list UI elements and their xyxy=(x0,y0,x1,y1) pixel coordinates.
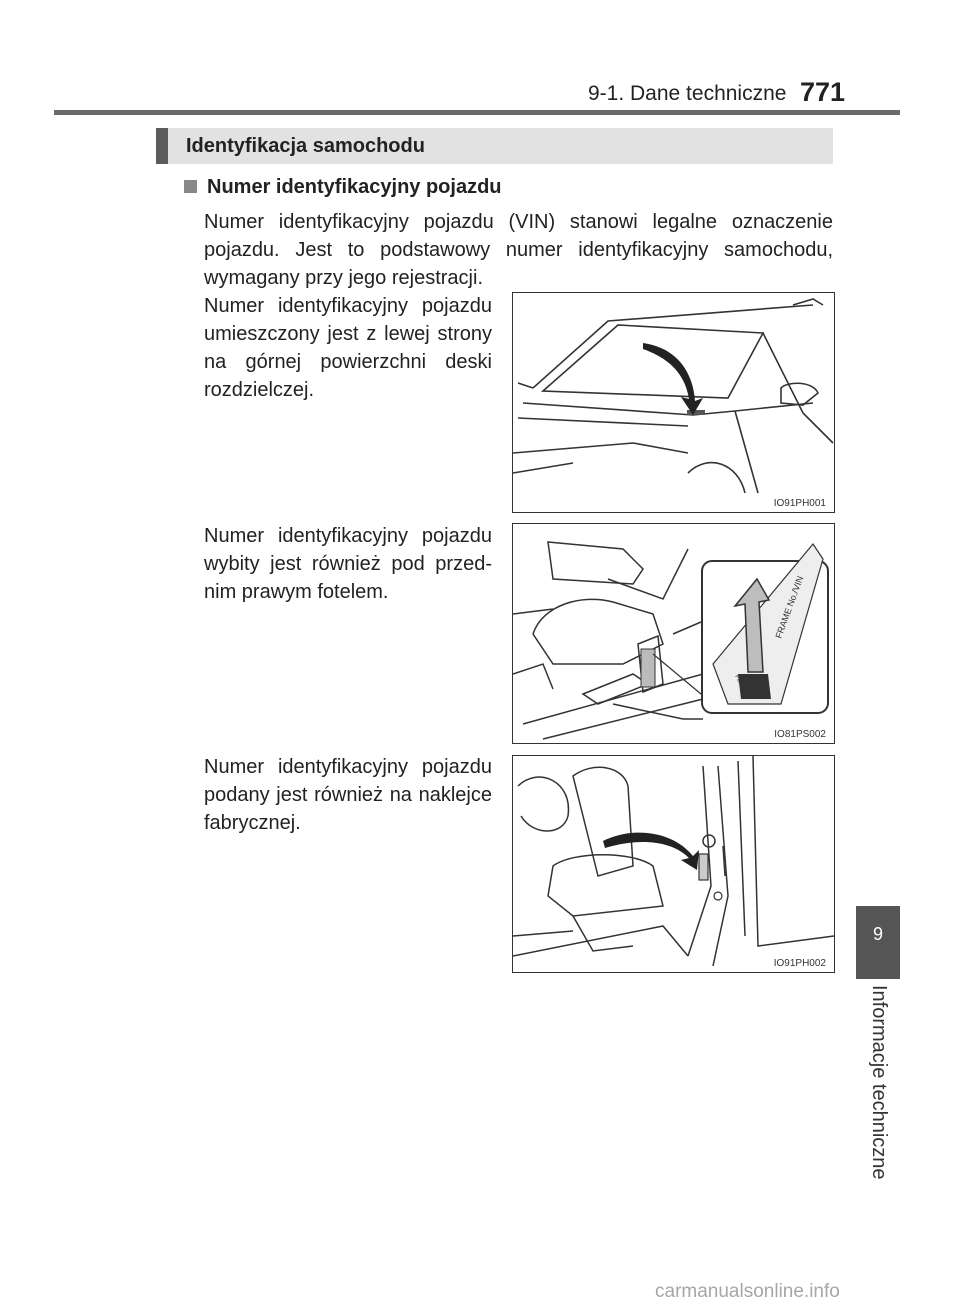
header-rule xyxy=(54,110,900,115)
seat-floor-illustration xyxy=(513,524,834,743)
figure-code: IO81PS002 xyxy=(774,729,826,740)
bullet-square-icon xyxy=(184,180,197,193)
header-section-title: 9-1. Dane techniczne xyxy=(588,82,787,105)
section-title: Identyfikacja samochodu xyxy=(186,135,425,157)
figure-code: IO91PH001 xyxy=(773,498,826,509)
page-number: 771 xyxy=(800,77,846,107)
figure-seat-vin xyxy=(512,523,835,744)
chapter-tab xyxy=(856,906,900,979)
chapter-tab-label xyxy=(868,985,902,1180)
sub-heading-text: Numer identyfikacyjny pojazdu xyxy=(207,176,502,198)
peel-label: PEEL xyxy=(733,674,747,691)
sub-heading xyxy=(184,176,502,199)
section-title-bar xyxy=(156,128,833,164)
dashboard-illustration xyxy=(513,293,834,512)
chapter-tab-label-text: Informacje techniczne xyxy=(868,985,890,1180)
figure-code: IO91PH002 xyxy=(773,958,826,969)
pointer-arrow-icon xyxy=(643,343,703,415)
item-text-sticker: Numer identyfikacyjny pojazdu podany jest również na naklejce fabrycznej. xyxy=(204,756,492,834)
intro-paragraph: Numer identyfikacyjny pojazdu (VIN) stanowi legalne oznaczenie pojazdu. Jest to podstawowy numer identyfikacyjny samochodu, wymagany przy jego rejestracji. xyxy=(204,211,833,289)
item-text-seat: Numer identyfikacyjny pojazdu wybity jest również pod przed-nim prawym fotelem. xyxy=(204,525,492,603)
frame-vin-label: FRAME No./VIN xyxy=(773,574,806,640)
item-text-dashboard: Numer identyfikacyjny pojazdu umieszczony jest z lewej strony na górnej powierzchni deski rozdzielczej. xyxy=(204,295,492,401)
figure-sticker-vin xyxy=(512,755,835,973)
vin-sticker-icon xyxy=(699,854,708,880)
door-pillar-illustration xyxy=(513,756,834,972)
vin-plate-icon xyxy=(687,410,705,415)
figure-dashboard-vin xyxy=(512,292,835,513)
watermark: carmanualsonline.info xyxy=(655,1281,840,1302)
chapter-tab-number: 9 xyxy=(872,924,883,944)
